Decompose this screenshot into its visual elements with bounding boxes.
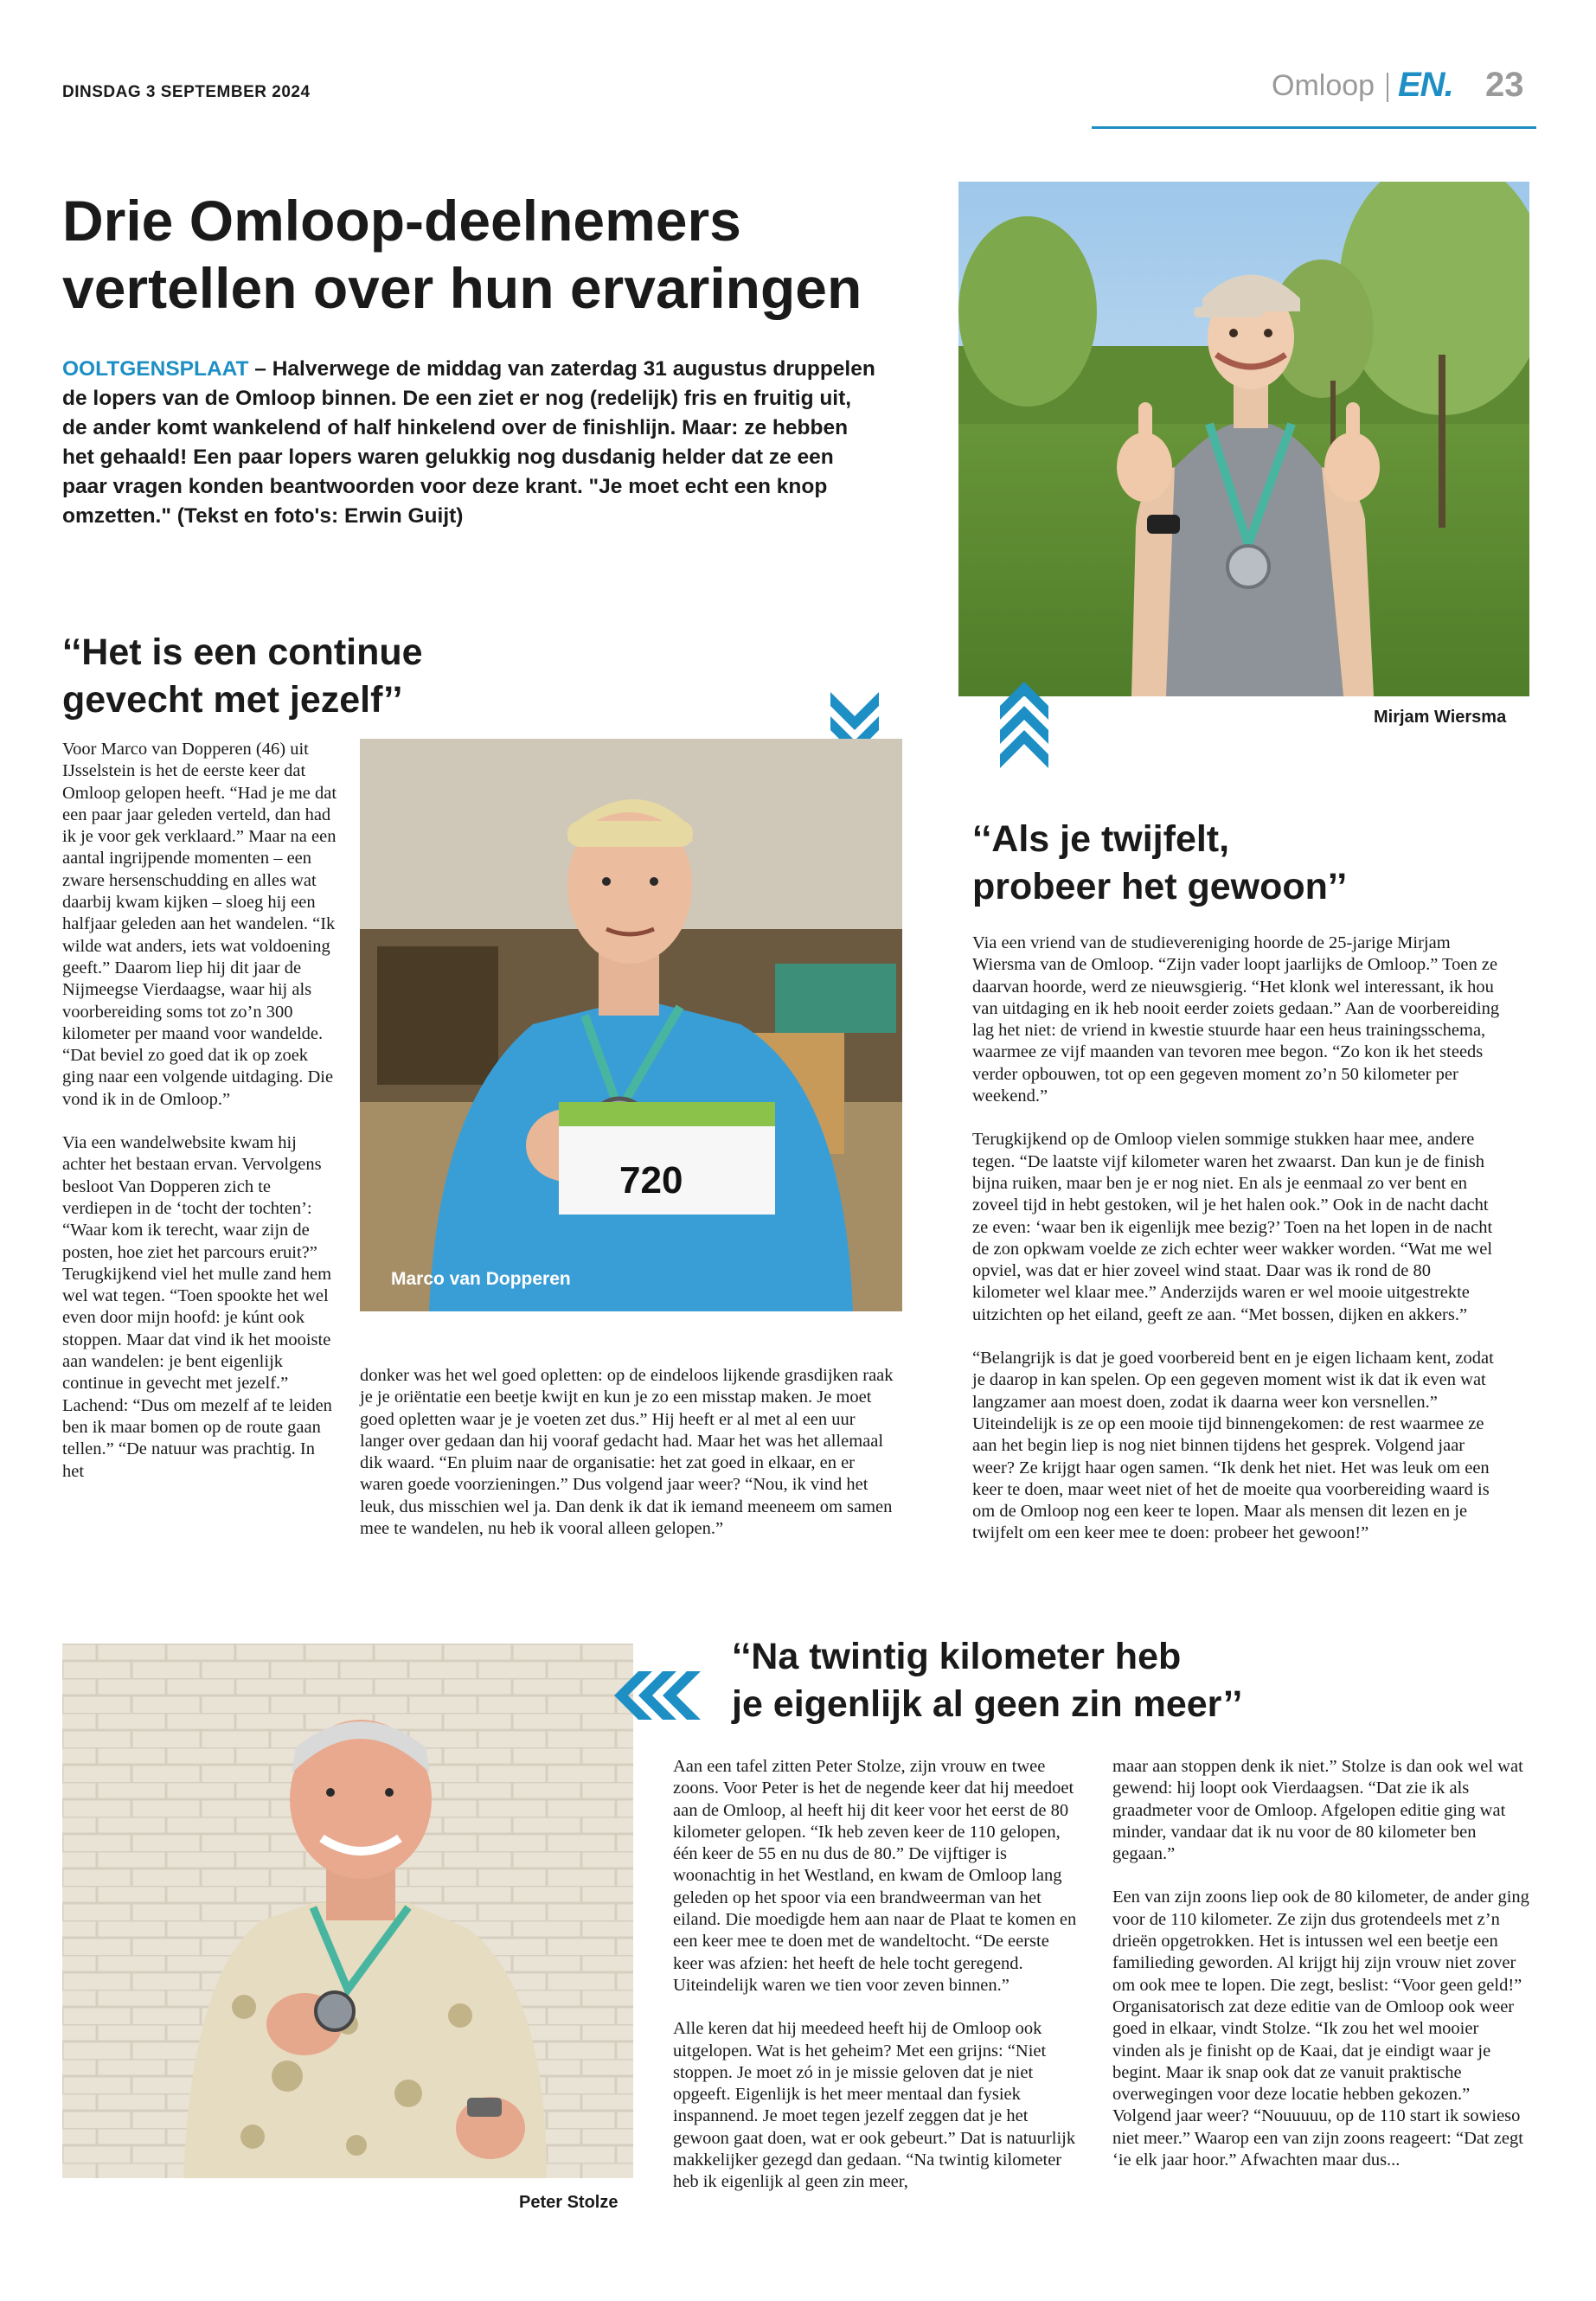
dateline: OOLTGENSPLAAT [62,357,249,381]
header-rule [1092,126,1536,129]
photo-peter-stolze [62,1644,633,2178]
subhead-marco-line-1: ‘‘Het is een continue [62,631,423,673]
peter-paragraph-2: Alle keren dat hij meedeed heeft hij de Omloop ook uitgelopen. Wat is het geheim? Met een grijns: “Niet stoppen. Je moet zó in je missie geloven dat je niet opgeeft. Eigenlijk is het meer mentaal dan fysiek inspannend. Je moet tegen jezelf zeggen dat je het gewoon gaat doen, wat er ook gebeurt.” Dat is natuurlijk makkelijker gezegd dan gedaan. “Na twintig kilometer heb ik eigenlijk al geen zin meer, [673,2019,1076,2192]
peter-text-column-2 [1112,1756,1529,2171]
page-number: 23 [1485,66,1524,104]
photo-marco-image [360,739,902,1311]
mirjam-paragraph-2: Terugkijkend op de Omloop vielen sommige stukken haar mee, andere tegen. “De laatste vijf kilometer waren het zwaarst. Dan kun je de finish bijna ruiken, maar ben je er nog niet. En als je eenmaal zo ver bent en zoveel tijd in hebt gestoken, wil je het halen ook.” Ook in de nacht dacht ze even: ‘waar ben ik eigenlijk mee bezig?’ Toen na het lopen in de nacht de zon opkwam voelde ze zich echter weer wakker worden. “Wat me wel opviel, was dat er hier zoveel wind staat. Daar was ik rond de 80 kilometer wel klaar mee.” Anderzijds waren er wel mooie uitgestrekte uitzichten op het eiland, geeft ze aan. “Met bossen, dijken en akkers.” [972,1130,1493,1324]
peter-paragraph-1: Aan een tafel zitten Peter Stolze, zijn vrouw en twee zoons. Voor Peter is het de negende keer dat hij meedoet aan de Omloop, al heeft hij dit keer voor het eerst de 80 kilometer gelopen. “Ik heb zeven keer de 110 gelopen, één keer de 55 en nu dus de 80.” De vijftiger is woonachtig in het Westland, en kwam de Omloop lang geleden op het spoor via een brandweerman van het eiland. Die moedigde hem aan naar de Plaat te komen en een keer mee te doen met de wandeltocht. “De eerste keer was afzien: het heeft de hele tocht geregend. Uiteindelijk waren we tien voor zeven binnen.” [673,1757,1077,1995]
photo-marco-van-dopperen [360,739,902,1311]
marco-bib-number: 720 [619,1159,683,1202]
mirjam-paragraph-1: Via een vriend van de studievereniging hoorde de 25-jarige Mirjam Wiersma van de Omloop. “Zijn vader loopt jaarlijks de Omloop.” Toen ze daarvan hoorde, werd ze nieuwsgierig. “Het klonk wel interessant, ik hou van uitdaging en ik heb nooit eerder zoiets gedaan.” Aan de voorbereiding lag het niet: de vriend in kwestie stuurde haar een heus trainingsschema, waarmee ze vijf maanden van tevoren mee begon. “Zo kon ik het steeds verder opbouwen, tot op een gegeven moment zo’n 50 kilometer per weekend.” [972,933,1500,1106]
chevron-up-icon [997,673,1052,768]
subhead-marco-line-2: gevecht met jezelf’’ [62,679,403,721]
peter-text-column-1 [673,1756,1081,2194]
marco-paragraph-1: Voor Marco van Dopperen (46) uit IJsselstein is het de eerste keer dat Omloop gelopen heeft. “Had je me dat een paar jaar geleden verteld, dan had ik je voor gek verklaard.” Maar na een aantal ingrijpende momenten – een zware hersenschudding en alles wat daarbij kwam kijken – sloeg hij een halfjaar geleden aan het wandelen. “Ik wilde wat anders, iets wat voldoening geeft.” Daarom liep hij dit jaar de Nijmeegse Vierdaagse, waar hij als voorbereiding soms tot zo’n 300 kilometer per maand voor wandelde. “Dat beviel zo goed dat ik op zoek ging naar een volgende uitdaging. Die vond ik in de Omloop.” [62,740,337,1109]
subhead-mirjam-line-1: ‘‘Als je twijfelt, [972,818,1230,860]
caption-peter-stolze: Peter Stolze [519,2193,619,2212]
peter-paragraph-3: maar aan stoppen denk ik niet.” Stolze is dan ook wel wat gewend: hij loopt ook Vierdaagsen. “Dat zie ik als graadmeter voor de Omloop. Afgelopen editie ging wat minder, vandaar dat ik nu voor de 80 kilometer ben gegaan.” [1112,1757,1523,1864]
subhead-mirjam-line-2: probeer het gewoon’’ [972,866,1348,907]
photo-mirjam-image [958,182,1529,696]
intro-text: – Halverwege de middag van zaterdag 31 augustus druppelen de lopers van de Omloop binnen. De een ziet er nog (redelijk) fris en fruitig uit, de ander komt wankelend of half hinkelend over de finishlijn. Maar: ze hebben het gehaald! Een paar lopers waren gelukkig nog dusdanig helder dat ze een paar vragen konden beantwoorden voor deze krant. "Je moet echt een knop omzetten." (Tekst en foto's: Erwin Guijt) [62,357,875,528]
subhead-peter-line-1: ‘‘Na twintig kilometer heb [732,1636,1182,1677]
subhead-mirjam [972,816,1347,911]
subhead-peter [732,1633,1242,1728]
subhead-marco [62,629,423,724]
article-headline [62,187,945,322]
newspaper-logo: EN. [1398,66,1453,104]
issue-date: DINSDAG 3 SEPTEMBER 2024 [62,83,311,101]
marco-paragraph-3: donker was het wel goed opletten: op de eindeloos lijkende grasdijken raak je je oriëntatie een beetje kwijt en kun je zo een misstap maken. Je moet goed opletten waar je je voeten zet dus.” Hij heeft er al met al een uur langer over gedaan dan hij vooraf gedacht had. Maar het was het allemaal dik waard. “En pluim naar de organisatie: het zat goed in elkaar, en er waren goede voorzieningen.” Dus volgend jaar weer? “Nou, ik vind het leuk, dus misschien wel ja. Dan denk ik dat ik iemand meeneem om samen mee te wandelen, nu heb ik vooral alleen gelopen.” [360,1366,894,1539]
photo-mirjam-wiersma [958,182,1529,696]
chevron-left-icon [606,1668,709,1723]
header-divider [1387,73,1388,102]
caption-mirjam-wiersma: Mirjam Wiersma [1374,708,1507,727]
marco-text-column-2 [360,1365,902,1540]
marco-text-column-1 [62,739,337,1483]
headline-line-2: vertellen over hun ervaringen [62,256,862,320]
caption-marco-van-dopperen: Marco van Dopperen [391,1269,571,1289]
section-name: Omloop [1272,69,1375,102]
peter-paragraph-4: Een van zijn zoons liep ook de 80 kilometer, de ander ging voor de 110 kilometer. Ze zijn dus grotendeels met z’n drieën opgetrokken. Het is intussen wel een beetje een familieding geworden. Al krijgt hij zijn vrouw niet zover om ook mee te lopen. Die zegt, beslist: “Voor geen geld!” Organisatorisch zat deze editie van de Omloop ook weer goed in elkaar, vindt Stolze. “Ik zou het wel mooier vinden als je finisht op de Kaai, dat je eindigt waar je begint. Maar ik snap ook dat ze vanuit praktische overwegingen voor deze locatie hebben gekozen.” Volgend jaar weer? “Nouuuuu, op de 110 start ik sowieso niet meer.” Waarop een van zijn zoons reageert: “Dat zegt ‘ie elk jaar hoor.” Afwachten maar dus... [1112,1888,1529,2170]
headline-line-1: Drie Omloop-deelnemers [62,189,741,253]
photo-peter-image [62,1644,633,2178]
subhead-peter-line-2: je eigenlijk al geen zin meer’’ [732,1683,1243,1725]
mirjam-paragraph-3: “Belangrijk is dat je goed voorbereid bent en je eigen lichaam kent, zodat je daarop in kan spelen. Op een gegeven moment wist ik dat ik even wat langzamer aan moest doen, zodat ik daarna weer kon versnellen.” Uiteindelijk is ze op een mooie tijd binnengekomen: de rest waarmee ze aan het begin liep is nog niet binnen tijdens het gesprek. Volgend jaar weer? Ze krijgt haar ogen samen. “Ik denk het niet. Het was leuk om een keer te doen, maar weet niet of het de moeite qua voorbereiding waard is om de Omloop nog een keer te lopen. Maar als mensen dit lezen en je twijfelt om een keer mee te doen: probeer het gewoon!” [972,1349,1494,1543]
article-intro [62,355,875,531]
marco-paragraph-2: Via een wandelwebsite kwam hij achter het bestaan ervan. Vervolgens besloot Van Dopperen zich te verdiepen in de ‘tocht der tochten’: “Waar kom ik terecht, waar zijn de posten, hoe ziet het parcours eruit?” Terugkijkend viel het mulle zand hem wel wat tegen. “Toen spookte het wel even door mijn hoofd: je kúnt ook stoppen. Maar dat vind ik het mooiste aan wandelen: je bent eigenlijk continue in gevecht met jezelf.” Lachend: “Dus om mezelf af te leiden ben ik maar bomen op de route gaan tellen.” “De natuur was prachtig. In het [62,1133,332,1481]
mirjam-text-column [972,933,1500,1545]
